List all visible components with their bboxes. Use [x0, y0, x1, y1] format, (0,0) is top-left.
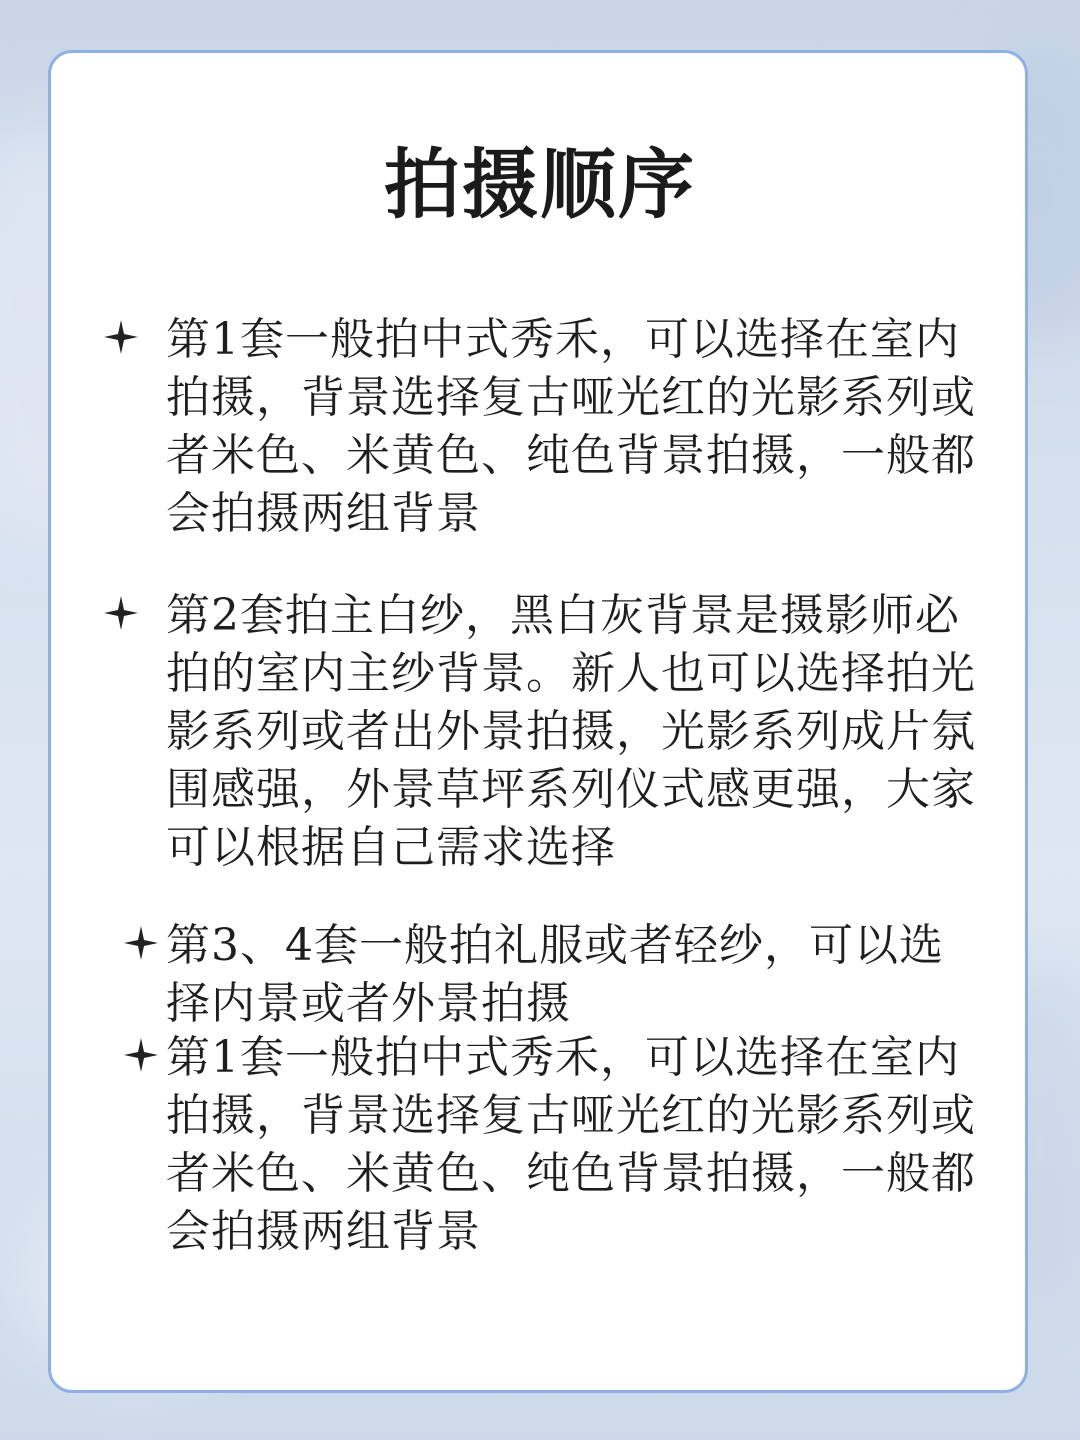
list-item: 第3、4套一般拍礼服或者轻纱，可以选择内景或者外景拍摄: [166, 920, 944, 1029]
four-point-star-icon: [124, 926, 158, 960]
four-point-star-icon: [124, 1038, 158, 1072]
four-point-star-icon: [104, 596, 138, 630]
list-item: 第1套一般拍中式秀禾，可以选择在室内拍摄，背景选择复古哑光红的光影系列或者米色、米黄色、纯色背景拍摄，一般都会拍摄两组背景: [166, 314, 976, 539]
list-item: 第1套一般拍中式秀禾，可以选择在室内拍摄，背景选择复古哑光红的光影系列或者米色、米黄色、纯色背景拍摄，一般都会拍摄两组背景: [166, 1032, 976, 1257]
list-item: 第2套拍主白纱，黑白灰背景是摄影师必拍的室内主纱背景。新人也可以选择拍光影系列或者出外景拍摄，光影系列成片氛围感强，外景草坪系列仪式感更强，大家可以根据自己需求选择: [166, 590, 976, 873]
page-title: 拍摄顺序: [384, 140, 696, 229]
four-point-star-icon: [104, 320, 138, 354]
